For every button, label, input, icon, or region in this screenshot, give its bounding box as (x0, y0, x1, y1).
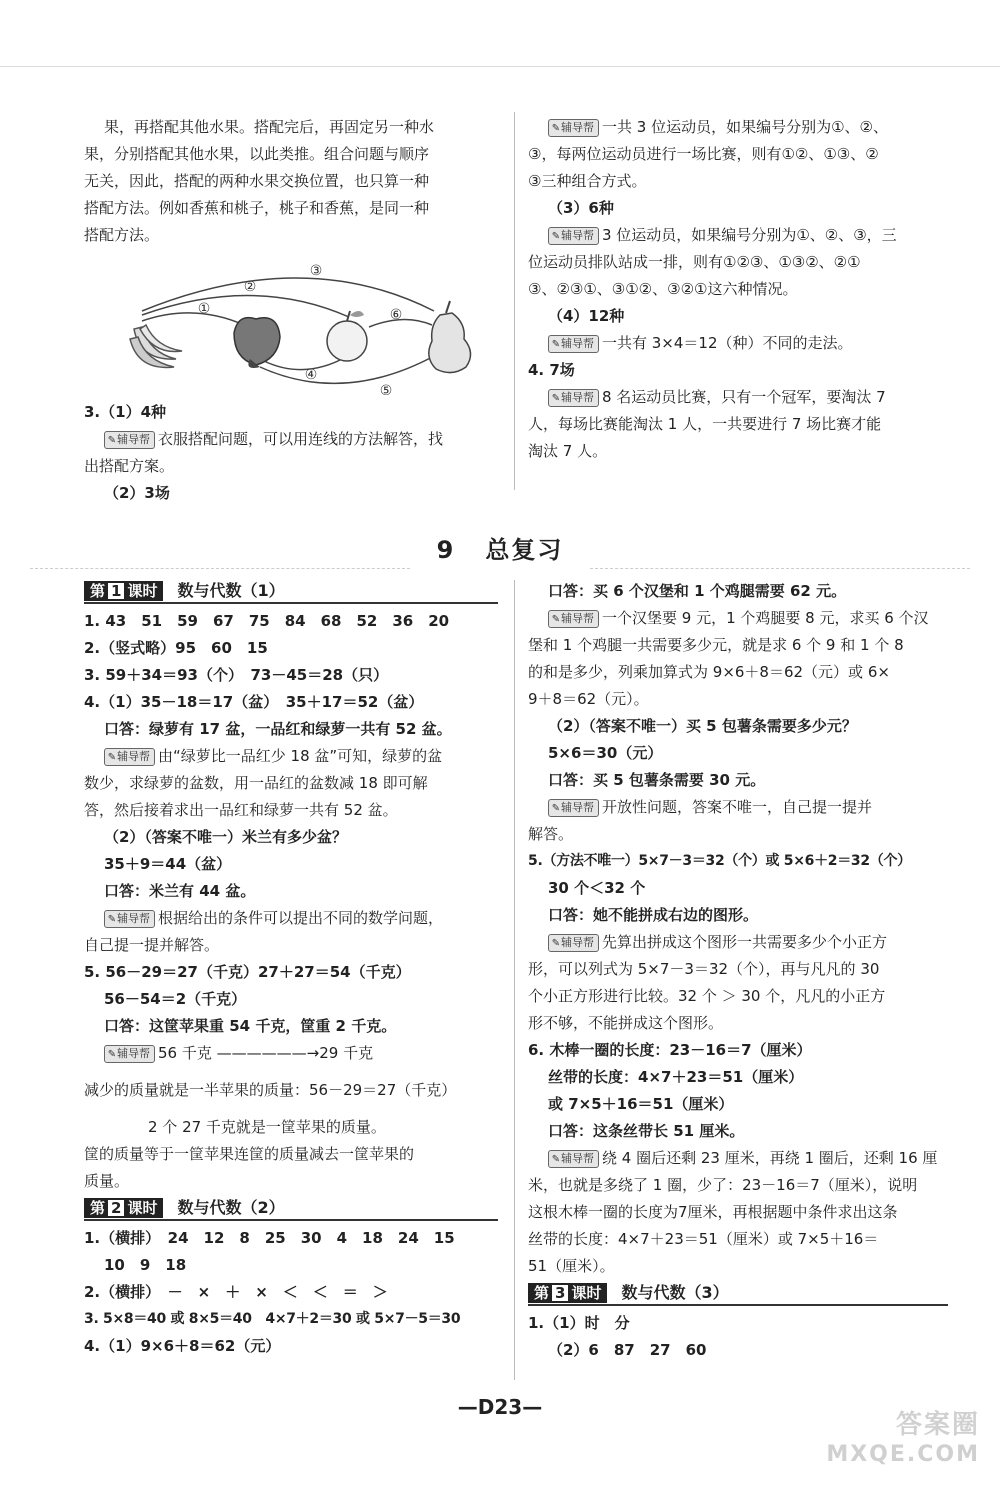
lower-right-column (528, 578, 948, 1364)
spacer (84, 1104, 498, 1114)
text-line: 形不够，不能拼成这个图形。 (528, 1014, 724, 1032)
text-line: 淘汰 7 人。 (528, 442, 608, 460)
text-line: 9＋8＝62（元）。 (528, 690, 649, 708)
text-line: 个小正方形进行比较。32 个 ＞ 30 个，凡凡的小正方 (528, 987, 886, 1005)
answer-line: 6. 木棒一圈的长度：23－16＝7（厘米） (528, 1041, 812, 1059)
text-line: ③，每两位运动员进行一场比赛，则有①②、①③、② (528, 145, 879, 163)
pencil-icon: ✎ (551, 614, 561, 625)
lesson-header-3 (528, 1282, 948, 1306)
text-line: 无关，因此，搭配的两种水果交换位置，也只算一种 (84, 172, 430, 190)
help-tag: ✎辅导帮 (548, 799, 599, 817)
page-number: —D23— (457, 1395, 543, 1419)
pencil-icon: ✎ (551, 339, 561, 350)
banana-icon (130, 325, 182, 367)
answer-line: 口答：绿萝有 17 盆，一品红和绿萝一共有 52 盆。 (104, 720, 452, 738)
column-divider-top (514, 112, 515, 490)
lesson-title: 数与代数（1） (177, 581, 285, 600)
text-line: 答，然后接着求出一品红和绿萝一共有 52 盆。 (84, 801, 398, 819)
text-line: 解答。 (528, 825, 574, 843)
help-tag: ✎辅导帮 (548, 934, 599, 952)
top-right-column (528, 114, 948, 465)
pencil-icon: ✎ (107, 914, 117, 925)
help-line: ✎辅导帮 56 千克 ——————→29 千克 (84, 1040, 498, 1067)
answer-line: 4.（1）9×6＋8＝62（元） (84, 1337, 281, 1355)
text-line: 米，也就是多绕了 1 圈，少了：23－16＝7（厘米），说明 (528, 1176, 918, 1194)
help-line: ✎辅导帮 先算出拼成这个图形一共需要多少个小正方 (528, 929, 948, 956)
top-left-column (84, 114, 504, 507)
pencil-icon: ✎ (107, 752, 117, 763)
watermark-line2: MXQE.COM (826, 1442, 980, 1467)
fruit-pairing-diagram (84, 255, 484, 395)
diagram-label-2: ② (243, 279, 257, 295)
answer-line: 5.（方法不唯一）5×7－3＝32（个）或 5×6＋2＝32（个） (528, 853, 911, 869)
help-tag: ✎辅导帮 (548, 389, 599, 407)
answer-4: 4. 7场 (528, 361, 575, 379)
text-line: 丝带的长度：4×7＋23＝51（厘米）或 7×5＋16＝ (528, 1230, 879, 1248)
help-line: ✎辅导帮 一个汉堡要 9 元，1 个鸡腿要 8 元，求买 6 个汉 (528, 605, 948, 632)
header-rule (0, 66, 1000, 67)
section-title (0, 530, 1000, 565)
section-rule-right (590, 568, 970, 569)
text-line: 堡和 1 个鸡腿一共需要多少元，就是求 6 个 9 和 1 个 8 (528, 636, 904, 654)
help-line: ✎辅导帮 一共有 3×4＝12（种）不同的走法。 (528, 330, 948, 357)
answer-line: 35＋9＝44（盆） (104, 855, 232, 873)
help-line-cont: 出搭配方案。 (84, 457, 175, 475)
answer-line: 10 9 18 (104, 1256, 187, 1274)
help-line: ✎辅导帮 绕 4 圈后还剩 23 厘米，再绕 1 圈后，还剩 16 厘 (528, 1145, 948, 1172)
text-line: 这根木棒一圈的长度为7厘米，再根据题中条件求出这条 (528, 1203, 898, 1221)
answer-line: 口答：她不能拼成右边的图形。 (548, 906, 759, 924)
answer-line: 1. 43 51 59 67 75 84 68 52 36 20 (84, 612, 450, 630)
answer-line: 2.（竖式略）95 60 15 (84, 639, 268, 657)
text-line: ③三种组合方式。 (528, 172, 647, 190)
help-tag: ✎辅导帮 (548, 227, 599, 245)
lesson-badge: 第 1 课时 (84, 581, 163, 601)
text-line: 搭配方法。例如香蕉和桃子，桃子和香蕉，是同一种 (84, 199, 430, 217)
lesson-title: 数与代数（3） (621, 1283, 729, 1302)
answer-line: （2）（答案不唯一）米兰有多少盆？ (104, 828, 347, 846)
answer-3-1: 3.（1）4种 (84, 403, 167, 421)
text-line: 筐的质量等于一筐苹果连筐的质量减去一筐苹果的 (84, 1145, 415, 1163)
lesson-badge: 第 3 课时 (528, 1283, 607, 1303)
section-number: 9 (436, 536, 456, 564)
watermark (826, 1410, 980, 1470)
peach-icon (234, 318, 280, 368)
lesson-badge: 第 2 课时 (84, 1198, 163, 1218)
help-line: ✎辅导帮 3 位运动员，如果编号分别为①、②、③，三 (528, 222, 948, 249)
text-line: 果，再搭配其他水果。搭配完后，再固定另一种水 (104, 118, 435, 136)
lesson-header-2 (84, 1197, 498, 1221)
diagram-label-3: ③ (309, 263, 323, 279)
answer-line: 1.（横排） 24 12 8 25 30 4 18 24 15 (84, 1229, 455, 1247)
pencil-icon: ✎ (107, 435, 117, 446)
pencil-icon: ✎ (107, 1049, 117, 1060)
text-line: ③、②③①、③①②、③②①这六种情况。 (528, 280, 798, 298)
text-line: 自己提一提并解答。 (84, 936, 220, 954)
section-name: 总复习 (485, 536, 564, 564)
help-line: ✎辅导帮 根据给出的条件可以提出不同的数学问题， (84, 905, 498, 932)
text-line: 果，分别搭配其他水果，以此类推。组合问题与顺序 (84, 145, 430, 163)
answer-3-2: （2）3场 (104, 484, 170, 502)
text-line: 2 个 27 千克就是一筐苹果的质量。 (148, 1118, 386, 1136)
help-tag: ✎辅导帮 (104, 1045, 155, 1063)
fruit-pairing-svg (84, 255, 484, 395)
text-line: 减少的质量就是一半苹果的质量：56－29＝27（千克） (84, 1081, 457, 1099)
answer-line: 5. 56－29＝27（千克）27＋27＝54（千克） (84, 963, 411, 981)
help-line: ✎辅导帮 衣服搭配问题，可以用连线的方法解答，找 (84, 426, 504, 453)
answer-line: 口答：这筐苹果重 54 千克，筐重 2 千克。 (104, 1017, 397, 1035)
lesson-title: 数与代数（2） (177, 1198, 285, 1217)
lower-left-column (84, 578, 498, 1360)
answer-line: 口答：买 5 包薯条需要 30 元。 (548, 771, 766, 789)
help-line: ✎辅导帮 8 名运动员比赛，只有一个冠军，要淘汰 7 (528, 384, 948, 411)
pencil-icon: ✎ (551, 393, 561, 404)
answer-line: 口答：买 6 个汉堡和 1 个鸡腿需要 62 元。 (548, 582, 847, 600)
help-line: ✎辅导帮 一共 3 位运动员，如果编号分别为①、②、 (528, 114, 948, 141)
watermark-line1: 答案圈 (895, 1410, 980, 1440)
answer-3-3: （3）6种 (548, 199, 614, 217)
diagram-label-6: ⑥ (389, 307, 403, 323)
pencil-icon: ✎ (551, 803, 561, 814)
diagram-label-1: ① (197, 301, 211, 317)
answer-line: 30 个＜32 个 (548, 879, 646, 897)
pencil-icon: ✎ (551, 123, 561, 134)
spacer (84, 1067, 498, 1077)
answer-line: （2）6 87 27 60 (548, 1341, 707, 1359)
text-line: 位运动员排队站成一排，则有①②③、①③②、②① (528, 253, 861, 271)
help-tag: ✎辅导帮 (548, 335, 599, 353)
text-line: 形，可以列式为 5×7－3＝32（个），再与凡凡的 30 (528, 960, 880, 978)
text-line: 51（厘米）。 (528, 1257, 615, 1275)
pencil-icon: ✎ (551, 1154, 561, 1165)
column-divider-bottom (514, 580, 515, 1380)
help-line: ✎辅导帮 由“绿萝比一品红少 18 盆”可知，绿萝的盆 (84, 743, 498, 770)
section-rule-left (30, 568, 410, 569)
pear-icon (429, 301, 471, 373)
help-tag: ✎辅导帮 (548, 1150, 599, 1168)
arrow-icon: ——————→ (216, 1044, 320, 1062)
help-tag: ✎辅导帮 (548, 610, 599, 628)
help-tag: ✎辅导帮 (104, 431, 155, 449)
text-line: 数少，求绿萝的盆数，用一品红的盆数减 18 即可解 (84, 774, 428, 792)
help-line: ✎辅导帮 开放性问题，答案不唯一，自己提一提并 (528, 794, 948, 821)
answer-line: 或 7×5＋16＝51（厘米） (548, 1095, 734, 1113)
answer-line: 3. 59＋34＝93（个） 73－45＝28（只） (84, 666, 389, 684)
pencil-icon: ✎ (551, 938, 561, 949)
text-line: 的和是多少，列乘加算式为 9×6＋8＝62（元）或 6× (528, 663, 890, 681)
help-tag: ✎辅导帮 (104, 910, 155, 928)
pencil-icon: ✎ (551, 231, 561, 242)
diagram-label-5: ⑤ (379, 383, 393, 395)
help-tag: ✎辅导帮 (104, 748, 155, 766)
answer-line: 口答：米兰有 44 盆。 (104, 882, 256, 900)
text-line: 质量。 (84, 1172, 130, 1190)
arc-1 (142, 313, 244, 325)
diagram-label-4: ④ (304, 367, 318, 383)
answer-line: 56－54＝2（千克） (104, 990, 247, 1008)
answer-line: 3. 5×8＝40 或 8×5＝40 4×7＋2＝30 或 5×7－5＝30 (84, 1311, 461, 1327)
answer-line: 5×6＝30（元） (548, 744, 663, 762)
answer-line: （2）（答案不唯一）买 5 包薯条需要多少元？ (548, 717, 857, 735)
answer-line: 4.（1）35－18＝17（盆） 35＋17＝52（盆） (84, 693, 424, 711)
text-line: 搭配方法。 (84, 226, 160, 244)
text-line: 人，每场比赛能淘汰 1 人，一共要进行 7 场比赛才能 (528, 415, 882, 433)
apple-icon (327, 311, 367, 361)
answer-line: 2.（横排） － × ＋ × ＜ ＜ ＝ ＞ (84, 1283, 388, 1301)
answer-line: 口答：这条丝带长 51 厘米。 (548, 1122, 745, 1140)
answer-3-4: （4）12种 (548, 307, 625, 325)
answer-line: 1.（1）时 分 (528, 1314, 630, 1332)
lesson-header-1 (84, 580, 498, 604)
help-tag: ✎辅导帮 (548, 119, 599, 137)
answer-line: 丝带的长度：4×7＋23＝51（厘米） (548, 1068, 804, 1086)
